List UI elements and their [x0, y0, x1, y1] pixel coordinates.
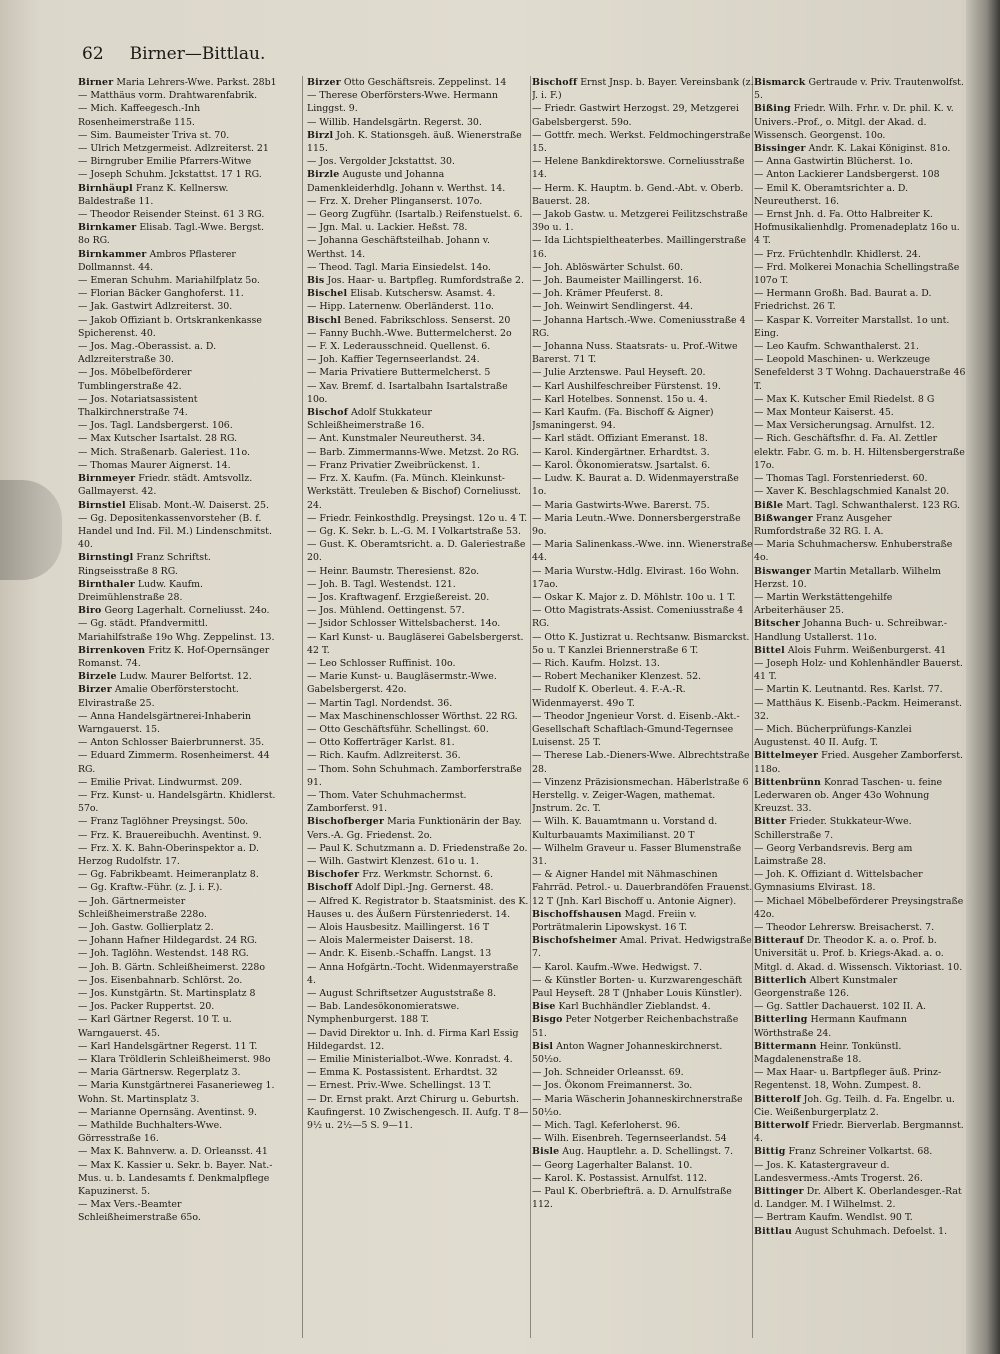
directory-entry: — Anton Schlosser Baierbrunnerst. 35. [78, 737, 265, 749]
directory-entry: — Alfred K. Registrator b. Staatsminist. des K. Hauses u. des Äußern Fürstenriederst. 14. [307, 895, 529, 920]
directory-entry: — Wilhelm Graveur u. Fasser Blumenstraße 31. [532, 842, 742, 867]
column-1 [78, 76, 278, 1346]
directory-entry: Bismarck Gertraude v. Priv. Trautenwolfst. 5. [754, 77, 964, 102]
directory-entry: Biro Georg Lagerhalt. Corneliusst. 24o. [78, 605, 270, 617]
directory-entry: — Joh. Krämer Pfeuferst. 8. [532, 288, 664, 300]
directory-entry: Bitscher Johanna Buch- u. Schreibwar.-Handlung Ustallerst. 11o. [754, 618, 948, 643]
directory-entry: Birnhäupl Franz K. Kellnersw. Baldestraße 11. [78, 182, 229, 207]
directory-entry: — Friedr. Feinkosthdlg. Preysingst. 12o u. 4 T. [307, 512, 528, 524]
directory-entry: — Emeran Schuhm. Mariahilfplatz 5o. [78, 275, 260, 287]
directory-entry: — Joh. Gärtnermeister Schleißheimerstraße 228o. [78, 895, 207, 920]
directory-entry: — Ida Lichtspieltheaterbes. Maillingerstraße 16. [532, 235, 747, 260]
directory-entry: — Gg. Fabrikbeamt. Heimeranplatz 8. [78, 869, 259, 881]
page-header [82, 44, 442, 70]
directory-entry: Bißle Mart. Tagl. Schwanthalerst. 123 RG. [754, 499, 960, 511]
directory-entry: — Karl Handelsgärtner Regerst. 11 T. [78, 1040, 258, 1052]
directory-entry: — Maria Privatiere Buttermelcherst. 5 [307, 367, 491, 379]
directory-entry: — Joseph Schuhm. Jckstattst. 17 1 RG. [78, 169, 262, 181]
directory-entry: — Maria Wäscherin Johanneskirchnerstraße 50½o. [532, 1093, 743, 1118]
directory-entry: — Jos. Eisenbahnarb. Schlörst. 2o. [78, 974, 243, 986]
directory-entry: — Friedr. Gastwirt Herzogst. 29, Metzgerei Gabelsbergerst. 59o. [532, 103, 739, 128]
directory-entry: — Ant. Kunstmaler Neureutherst. 34. [307, 433, 485, 445]
directory-entry: — Frd. Molkerei Monachia Schellingstraße 107o T. [754, 261, 960, 287]
directory-entry: — Mich. Kaffeegesch.-Inh Rosenheimerstraße 115. [78, 103, 201, 128]
directory-entry: — Thomas Tagl. Forstenriederst. 60. [754, 473, 928, 485]
directory-entry: — Theodor Jngenieur Vorst. d. Eisenb.-Akt.-Gesellschaft Schaftlach-Gmund-Tegernsee Luisenst. 25 T. [532, 710, 740, 749]
directory-entry: Bißwanger Franz Ausgeher Rumfordstraße 32 RG. I. A. [754, 512, 892, 537]
binding-shadow [0, 480, 62, 580]
directory-entry: — Alois Hausbesitz. Maillingerst. 16 T [307, 922, 490, 933]
directory-entry: — Maria Gastwirts-Wwe. Barerst. 75. [532, 499, 710, 511]
directory-entry: — Theodor Reisender Steinst. 61 3 RG. [78, 209, 265, 221]
directory-entry: Bischoff Adolf Dipl.-Jng. Gernerst. 48. [307, 882, 494, 894]
directory-entry: Birnkammer Ambros Pflasterer Dollmannst. 44. [78, 248, 236, 273]
directory-entry: — Frz. X. K. Bahn-Oberinspektor a. D. Herzog Rudolfstr. 17. [78, 842, 259, 867]
directory-entry: — Joseph Holz- und Kohlenhändler Bauerst. 41 T. [754, 657, 963, 683]
directory-entry: Birrenkoven Fritz K. Hof-Opernsänger Romanst. 74. [78, 644, 270, 669]
directory-entry: — Vinzenz Präzisionsmechan. Häberlstraße 6 Herstellg. v. Zeiger-Wagen, mathemat. Jnstrum. 2c. T. [532, 776, 749, 815]
directory-entry: — Karol. Kindergärtner. Erhardtst. 3. [532, 446, 710, 458]
directory-entry: Bischoffshausen Magd. Freiin v. Porträtmalerin Lipowskyst. 16 T. [532, 908, 697, 933]
directory-entry: — Gottfr. mech. Werkst. Feldmochingerstraße 15. [532, 129, 751, 155]
directory-entry: — Joh. Taglöhn. Westendst. 148 RG. [78, 948, 249, 960]
directory-entry: — Joh. Schneider Orleansst. 69. [532, 1067, 684, 1079]
directory-entry: Birzle Auguste und Johanna Damenkleiderhdlg. Johann v. Werthst. 14. [307, 169, 506, 194]
directory-entry: — Wilh. K. Bauamtmann u. Vorstand d. Kulturbauamts Maximilianst. 20 T [532, 816, 718, 841]
directory-entry: — Joh. Weinwirt Sendlingerst. 44. [532, 301, 693, 313]
directory-entry: — Emma K. Postassistent. Erhardtst. 32 [307, 1067, 498, 1079]
column-rule [302, 76, 303, 1338]
directory-entry: — Max Haar- u. Bartpfleger äuß. Prinz-Regentenst. 18, Wohn. Zumpest. 8. [754, 1067, 942, 1092]
directory-entry: — Karol. Ökonomieratsw. Jsartalst. 6. [532, 459, 711, 471]
directory-entry: — Marie Kunst- u. Baugläsermstr.-Wwe. Gabelsbergerst. 42o. [307, 671, 497, 696]
directory-entry: — Thomas Maurer Aignerst. 14. [78, 459, 231, 471]
directory-entry: Birnkamer Elisab. Tagl.-Wwe. Bergst. 8o RG. [78, 222, 265, 247]
directory-entry: — Therese Oberförsters-Wwe. Hermann Linggst. 9. [307, 90, 498, 115]
directory-entry: — Franz Privatier Zweibrückenst. 1. [307, 459, 480, 471]
directory-entry: — Mich. Bücherprüfungs-Kanzlei Augustenst. 40 II. Aufg. T. [754, 723, 912, 749]
directory-entry: Biswanger Martin Metallarb. Wilhelm Herzst. 10. [754, 565, 941, 590]
directory-entry: Bischofsheimer Amal. Privat. Hedwigstraße 7. [532, 935, 752, 960]
column-rule [530, 76, 531, 1338]
directory-entry: Bissinger Andr. K. Lakai Königinst. 81o. [754, 143, 951, 155]
directory-entry: — Robert Mechaniker Klenzest. 52. [532, 671, 702, 683]
directory-entry: — Thom. Vater Schuhmachermst. Zamborferst. 91. [307, 789, 467, 815]
directory-entry: — Gg. städt. Pfandvermittl. Mariahilfstraße 19o Whg. Zeppelinst. 13. [78, 618, 275, 643]
directory-entry: — Leopold Maschinen- u. Werkzeuge Senefelderst 3 T Wohng. Dachauerstraße 46 T. [754, 354, 966, 392]
directory-entry: — Helene Bankdirektorswe. Corneliusstraße 14. [532, 156, 745, 181]
directory-entry: — Maria Leutn.-Wwe. Donnersbergerstraße 9o. [532, 512, 741, 537]
directory-entry: Bisle Aug. Hauptlehr. a. D. Schellingst. 7. [532, 1146, 734, 1158]
directory-entry: — Theodor Lehrersw. Breisacherst. 7. [754, 922, 935, 933]
directory-entry: Bitterwolf Friedr. Bierverlab. Bergmannst. 4. [754, 1120, 964, 1145]
directory-entry: — Max Maschinenschlosser Wörthst. 22 RG. [307, 710, 518, 722]
directory-entry: Bischofer Frz. Werkmstr. Schornst. 6. [307, 869, 493, 881]
directory-entry: — Ernst Jnh. d. Fa. Otto Halbreiter K. Hofmusikalienhdlg. Promenadeplatz 16o u. 4 T. [754, 209, 960, 247]
directory-entry: — Jos. K. Katastergraveur d. Landesvermess.-Amts Trogerst. 26. [754, 1159, 923, 1184]
directory-entry: — Franz Taglöhner Preysingst. 50o. [78, 816, 249, 828]
directory-entry: — Emilie Privat. Lindwurmst. 209. [78, 776, 243, 788]
directory-entry: — Eduard Zimmerm. Rosenheimerst. 44 RG. [78, 750, 270, 775]
directory-entry: — Xaver K. Beschlagschmied Kanalst 20. [754, 486, 950, 498]
directory-entry: — Jgn. Mal. u. Lackier. Heßst. 78. [307, 222, 468, 234]
column-3 [532, 76, 754, 1346]
directory-entry: — Karl Kunst- u. Baugläserei Gabelsbergerst. 42 T. [307, 631, 524, 656]
directory-entry: — Max Kutscher Isartalst. 28 RG. [78, 433, 238, 445]
directory-entry: — Florian Bäcker Ganghoferst. 11. [78, 288, 244, 300]
directory-entry: Bitterauf Dr. Theodor K. a. o. Prof. b. Universität u. Prof. b. Kriegs-Akad. a. o. Mitgl. d. Akad. d. Wissensch. Viktoriast. 10. [754, 935, 963, 973]
directory-entry: — Karl städt. Offiziant Emeranst. 18. [532, 433, 708, 445]
column-4 [754, 76, 966, 1346]
directory-entry: — Martin Tagl. Nordendst. 36. [307, 697, 453, 709]
directory-entry: — Anna Gastwirtin Blücherst. 1o. [754, 156, 913, 168]
directory-entry: Bischoff Ernst Jnsp. b. Bayer. Vereinsbank (z. J. i. F.) [532, 77, 754, 102]
directory-entry: — Anna Hofgärtn.-Tocht. Widenmayerstraße 4. [307, 961, 519, 986]
directory-entry: — Joh. Kaffier Tegernseerlandst. 24. [307, 354, 480, 366]
directory-entry: — Maria Schuhmachersw. Enhuberstraße 4o. [754, 539, 953, 564]
directory-entry: Bitter Frieder. Stukkateur-Wwe. Schillerstraße 7. [754, 816, 912, 841]
directory-entry: Birnstiel Elisab. Mont.-W. Daiserst. 25. [78, 499, 269, 511]
directory-entry: — Georg Lagerhalter Balanst. 10. [532, 1159, 693, 1171]
directory-entry: — Emilie Ministerialbot.-Wwe. Konradst. 4. [307, 1054, 513, 1066]
directory-entry: Bittel Alois Fuhrm. Weißenburgerst. 41 [754, 644, 947, 656]
directory-entry: — Kaspar K. Vorreiter Marstallst. 1o unt. Eing. [754, 314, 950, 339]
directory-entry: — & Künstler Borten- u. Kurzwarengeschäft Paul Heyseft. 28 T (Jnhaber Louis Künstler). [532, 974, 743, 1000]
directory-entry: — Gust. K. Oberamtsricht. a. D. Galeriestraße 20. [307, 539, 526, 564]
directory-entry: — Joh. B. Tagl. Westendst. 121. [307, 578, 456, 590]
directory-entry: — Jos. Mühlend. Oettingenst. 57. [307, 605, 465, 617]
directory-entry: — Jos. Notariatsassistent Thalkirchnerstraße 74. [78, 393, 198, 419]
directory-entry: — Sim. Baumeister Triva st. 70. [78, 129, 230, 141]
directory-entry: — Leo Kaufm. Schwanthalerst. 21. [754, 341, 919, 353]
directory-entry: — Jos. Mag.-Oberassist. a. D. Adlzreiterstraße 30. [78, 341, 217, 366]
directory-entry: — Hipp. Laternenw. Oberländerst. 11o. [307, 301, 494, 313]
directory-entry: — David Direktor u. Inh. d. Firma Karl Essig Hildegardst. 12. [307, 1027, 519, 1052]
directory-entry: Bitterling Hermann Kaufmann Wörthstraße 24. [754, 1014, 907, 1039]
directory-entry: — Max K. Kassier u. Sekr. b. Bayer. Nat.-Mus. u. b. Landesamts f. Denkmalpflege Kapuzinerst. 5. [78, 1159, 273, 1198]
directory-entry: — Rich. Kaufm. Adlzreiterst. 36. [307, 750, 461, 762]
directory-entry: — Thom. Sohn Schuhmach. Zamborferstraße 91. [307, 763, 522, 788]
directory-entry: — Therese Lab.-Dieners-Wwe. Albrechtstraße 28. [532, 750, 750, 775]
directory-entry: — Johanna Nuss. Staatsrats- u. Prof.-Witwe Barerst. 71 T. [532, 341, 738, 366]
page-number: 62 [82, 44, 104, 64]
directory-entry: — Oskar K. Major z. D. Möhlstr. 10o u. 1 T. [532, 591, 736, 603]
directory-entry: — F. X. Lederausschneid. Quellenst. 6. [307, 341, 491, 353]
directory-entry: — Jos. Ökonom Freimannerst. 3o. [532, 1080, 693, 1092]
directory-entry: — Jos. Tagl. Landsbergerst. 106. [78, 420, 233, 432]
directory-entry: — Matthäus vorm. Drahtwarenfabrik. [78, 90, 258, 102]
directory-entry: — Theod. Tagl. Maria Einsiedelst. 14o. [307, 261, 491, 273]
directory-entry: — Mich. Straßenarb. Galeriest. 11o. [78, 446, 250, 458]
directory-entry: — Andr. K. Eisenb.-Schaffn. Langst. 13 [307, 948, 492, 960]
directory-entry: — Willib. Handelsgärtn. Regerst. 30. [307, 116, 482, 128]
directory-entry: — Otto K. Justizrat u. Rechtsanw. Bismarckst. 5o u. T Kanzlei Briennerstraße 6 T. [532, 631, 750, 656]
directory-entry: Bisgo Peter Notgerber Reichenbachstraße 51. [532, 1014, 739, 1039]
directory-entry: — Heinr. Baumstr. Theresienst. 82o. [307, 565, 480, 577]
directory-entry: — Joh. Gastw. Gollierplatz 2. [78, 922, 214, 933]
directory-entry: Bittlau August Schuhmach. Defoelst. 1. [754, 1225, 948, 1237]
directory-entry: Bißing Friedr. Wilh. Frhr. v. Dr. phil. K. v. Univers.-Prof., o. Mitgl. der Akad. d. Wissensch. Georgenst. 10o. [754, 103, 954, 141]
directory-entry: — Jakob Offiziant b. Ortskrankenkasse Spicherenst. 40. [78, 314, 262, 339]
directory-entry: — Mathilde Buchhalters-Wwe. Görresstraße 16. [78, 1120, 223, 1145]
directory-entry: — Gg. K. Sekr. b. L.-G. M. I Volkartstraße 53. [307, 525, 521, 537]
directory-entry: Bischel Elisab. Kutschersw. Asamst. 4. [307, 288, 496, 300]
directory-entry: — Paul K. Schutzmann a. D. Friedenstraße 2o. [307, 842, 528, 854]
directory-entry: — Ernest. Priv.-Wwe. Schellingst. 13 T. [307, 1080, 492, 1092]
directory-entry: Bis Jos. Haar- u. Bartpfleg. Rumfordstraße 2. [307, 275, 524, 287]
directory-entry: — Herm. K. Hauptm. b. Gend.-Abt. v. Oberb. Bauerst. 28. [532, 182, 744, 207]
directory-entry: — Frz. Früchtenhdlr. Khidlerst. 24. [754, 248, 921, 260]
directory-entry: — Frz. Kunst- u. Handelsgärtn. Khidlerst. 57o. [78, 789, 276, 815]
directory-entry: — Marianne Opernsäng. Aventinst. 9. [78, 1106, 257, 1118]
directory-entry: — Max Vers.-Beamter Schleißheimerstraße 65o. [78, 1199, 201, 1224]
directory-entry: Bittermann Heinr. Tonkünstl. Magdalenenstraße 18. [754, 1040, 902, 1066]
directory-entry: — Joh. Baumeister Maillingerst. 16. [532, 275, 702, 287]
directory-entry: — Jsidor Schlosser Wittelsbacherst. 14o. [307, 618, 501, 630]
page-edge [966, 0, 1000, 1354]
directory-entry: Birzl Joh. K. Stationsgeh. äuß. Wienerstraße 115. [307, 129, 522, 155]
directory-entry: — Karl Hotelbes. Sonnenst. 15o u. 4. [532, 393, 708, 405]
directory-entry: — Georg Zugführ. (Isartalb.) Reifenstuelst. 6. [307, 209, 523, 221]
directory-entry: Bise Karl Buchhändler Zieblandst. 4. [532, 1001, 711, 1013]
directory-entry: Birzele Ludw. Maurer Belfortst. 12. [78, 671, 252, 683]
directory-entry: — Jos. Kunstgärtn. St. Martinsplatz 8 [78, 988, 256, 1000]
directory-entry: — Frz. K. Brauereibuchh. Aventinst. 9. [78, 829, 262, 841]
directory-entry: — Leo Schlosser Ruffinist. 10o. [307, 657, 456, 669]
directory-entry: Bischof Adolf Stukkateur Schleißheimerstraße 16. [307, 407, 432, 432]
directory-entry: — Karl Aushilfeschreiber Fürstenst. 19. [532, 380, 721, 392]
directory-entry: Birzer Otto Geschäftsreis. Zeppelinst. 14 [307, 77, 507, 88]
directory-entry: — Karol. Kaufm.-Wwe. Hedwigst. 7. [532, 961, 703, 973]
directory-entry: — Jos. Vergolder Jckstattst. 30. [307, 156, 455, 168]
directory-entry: — Otto Kofferträger Karlst. 81. [307, 737, 455, 749]
directory-entry: — Xav. Bremf. d. Isartalbahn Isartalstraße 10o. [307, 380, 508, 405]
directory-entry: — Bab. Landesökonomieratswe. Nymphenburgerst. 188 T. [307, 1001, 460, 1026]
directory-entry: — Barb. Zimmermanns-Wwe. Metzst. 2o RG. [307, 446, 519, 458]
directory-entry: — Anna Handelsgärtnerei-Inhaberin Warngauerst. 15. [78, 710, 251, 735]
directory-entry: — Karol. K. Postassist. Arnulfst. 112. [532, 1172, 708, 1184]
directory-entry: Bittinger Dr. Albert K. Oberlandesger.-Rat d. Landger. M. I Wilhelmst. 2. [754, 1186, 962, 1211]
directory-entry: — Bertram Kaufm. Wendlst. 90 T. [754, 1212, 913, 1224]
directory-entry: — Martin K. Leutnantd. Res. Karlst. 77. [754, 684, 943, 696]
directory-entry: — Rich. Kaufm. Holzst. 13. [532, 657, 660, 669]
directory-entry: — Joh. Ablöswärter Schulst. 60. [532, 261, 684, 273]
directory-entry: — Gg. Depositenkassenvorsteher (B. f. Handel und Ind. Fil. M.) Lindenschmitst. 40. [78, 512, 272, 551]
directory-entry: — Jos. Möbelbeförderer Tumblingerstraße 42. [78, 367, 192, 392]
directory-entry: — Otto Magistrats-Assist. Comeniusstraße 4 RG. [532, 605, 744, 630]
directory-entry: — Maria Gärtnersw. Regerplatz 3. [78, 1067, 241, 1079]
directory-entry: — Max Versicherungsag. Arnulfst. 12. [754, 420, 935, 432]
directory-entry: Birner Maria Lehrers-Wwe. Parkst. 28b1 [78, 77, 277, 88]
directory-entry: — Alois Malermeister Daiserst. 18. [307, 935, 474, 947]
directory-entry: — Jos. Kraftwagenf. Erzgießereist. 20. [307, 591, 490, 603]
directory-entry: Birnmeyer Friedr. städt. Amtsvollz. Gallmayerst. 42. [78, 473, 253, 498]
directory-entry: — Matthäus K. Eisenb.-Packm. Heimeranst. 32. [754, 697, 962, 722]
directory-entry: — Gg. Sattler Dachauerst. 102 II. A. [754, 1001, 926, 1013]
directory-entry: — Birngruber Emilie Pfarrers-Witwe [78, 156, 252, 168]
directory-entry: — Georg Verbandsrevis. Berg am Laimstraße 28. [754, 842, 913, 867]
directory-entry: — Johann Hafner Hildegardst. 24 RG. [78, 935, 258, 947]
directory-entry: Bisl Anton Wagner Johanneskirchnerst. 50½o. [532, 1040, 723, 1066]
directory-entry: — Julie Arztenswe. Paul Heyseft. 20. [532, 367, 706, 379]
directory-entry: — Ludw. K. Baurat a. D. Widenmayerstraße 1o. [532, 473, 739, 498]
directory-entry: Birnstingl Franz Schriftst. Ringseisstraße 8 RG. [78, 552, 211, 577]
directory-entry: — Jakob Gastw. u. Metzgerei Feilitzschstraße 39o u. 1. [532, 209, 748, 234]
directory-entry: — Anton Lackierer Landsbergerst. 108 [754, 169, 940, 181]
directory-entry: — Maria Salinenkass.-Wwe. inn. Wienerstraße 44. [532, 539, 753, 564]
directory-entry: — August Schriftsetzer Auguststraße 8. [307, 988, 497, 1000]
directory-entry: Bitterlich Albert Kunstmaler Georgenstraße 126. [754, 974, 898, 1000]
directory-entry: — Michael Möbelbeförderer Preysingstraße 42o. [754, 895, 964, 920]
directory-entry: — Paul K. Oberbriefträ. a. D. Arnulfstraße 112. [532, 1186, 732, 1211]
directory-entry: — Joh. K. Offiziant d. Wittelsbacher Gymnasiums Elvirast. 18. [754, 869, 923, 894]
directory-entry: — Rudolf K. Oberleut. 4. F.-A.-R. Widenmayerst. 49o T. [532, 684, 686, 709]
directory-entry: — Emil K. Oberamtsrichter a. D. Neureutherst. 16. [754, 182, 909, 207]
directory-entry: Bischofberger Maria Funktionärin der Bay. Vers.-A. Gg. Friedenst. 2o. [307, 816, 522, 841]
directory-entry: — Klara Tröldlerin Schleißheimerst. 98o [78, 1054, 271, 1066]
directory-entry: — Johanna Geschäftsteilhab. Johann v. Werthst. 14. [307, 235, 490, 260]
directory-entry: — Johanna Hartsch.-Wwe. Comeniusstraße 4 RG. [532, 314, 746, 339]
directory-entry: — Jos. Packer Ruppertst. 20. [78, 1001, 215, 1013]
directory-entry: — Ulrich Metzgermeist. Adlzreiterst. 21 [78, 143, 269, 155]
directory-entry: — Karl Gärtner Regerst. 10 T. u. Warngauerst. 45. [78, 1014, 232, 1039]
directory-entry: Birnthaler Ludw. Kaufm. Dreimühlenstraße 28. [78, 578, 204, 603]
directory-entry: — Gg. Kraftw.-Führ. (z. J. i. F.). [78, 882, 223, 894]
directory-entry: — Max K. Kutscher Emil Riedelst. 8 G [754, 393, 935, 405]
directory-entry: — Dr. Ernst prakt. Arzt Chirurg u. Geburtsh. Kaufingerst. 10 Zwischengesch. II. Aufg. T 8—9½ u. 2½—5 S. 9—11. [307, 1093, 529, 1132]
directory-entry: — Karl Kaufm. (Fa. Bischoff & Aigner) Jsmaningerst. 94. [532, 407, 714, 432]
directory-entry: — Max K. Bahnverw. a. D. Orleansst. 41 [78, 1146, 268, 1158]
directory-entry: — Hermann Großh. Bad. Baurat a. D. Friedrichst. 26 T. [754, 288, 932, 313]
directory-entry: — Otto Geschäftsführ. Schellingst. 60. [307, 723, 489, 735]
directory-entry: — Wilh. Eisenbreh. Tegernseerlandst. 54 [532, 1133, 727, 1145]
directory-entry: Birzer Amalie Oberförsterstocht. Elvirastraße 25. [78, 684, 239, 709]
directory-entry: — Frz. X. Dreher Plinganserst. 107o. [307, 195, 483, 207]
directory-entry: Bischl Bened. Fabrikschloss. Senserst. 20 [307, 314, 511, 326]
directory-entry: — Jak. Gastwirt Adlzreiterst. 30. [78, 301, 233, 313]
directory-entry: — Maria Wurstw.-Hdlg. Elvirast. 16o Wohn. 17ao. [532, 565, 740, 590]
directory-entry: Bittenbrünn Konrad Taschen- u. feine Lederwaren ob. Anger 43o Wohnung Kreuzst. 33. [754, 776, 943, 815]
directory-entry: — & Aigner Handel mit Nähmaschinen Fahrräd. Petrol.- u. Dauerbrandöfen Frauenst. 12 T (Jnh. Karl Bischoff u. Antonie Aigner). [532, 869, 753, 907]
column-2 [307, 76, 529, 1346]
directory-entry: — Frz. X. Kaufm. (Fa. Münch. Kleinkunst-Werkstätt. Treuleben & Bischof) Corneliusst. 24. [307, 473, 522, 511]
running-head: Birner—Bittlau. [129, 44, 266, 64]
directory-entry: — Wilh. Gastwirt Klenzest. 61o u. 1. [307, 855, 479, 867]
directory-entry: — Max Monteur Kaiserst. 45. [754, 407, 894, 419]
directory-entry: — Mich. Tagl. Keferloherst. 96. [532, 1120, 681, 1132]
directory-entry: Bittelmeyer Fried. Ausgeher Zamborferst. 118o. [754, 750, 963, 775]
directory-entry: — Fanny Buchh.-Wwe. Buttermelcherst. 2o [307, 327, 512, 339]
directory-entry: — Rich. Geschäftsfhr. d. Fa. Al. Zettler elektr. Fabr. G. m. b. H. Hiltensbergerstraße 17o. [754, 433, 965, 471]
directory-entry: — Martin Werkstättengehilfe Arbeiterhäuser 25. [754, 591, 893, 617]
directory-entry: — Maria Kunstgärtnerei Fasanerieweg 1. Wohn. St. Martinsplatz 3. [78, 1080, 275, 1105]
directory-entry: Bitterolf Joh. Gg. Teilh. d. Fa. Engelbr. u. Cie. Weißenburgerplatz 2. [754, 1093, 955, 1118]
directory-entry: Bittig Franz Schreiner Volkartst. 68. [754, 1146, 933, 1158]
directory-entry: — Joh. B. Gärtn. Schleißheimerst. 228o [78, 961, 266, 973]
